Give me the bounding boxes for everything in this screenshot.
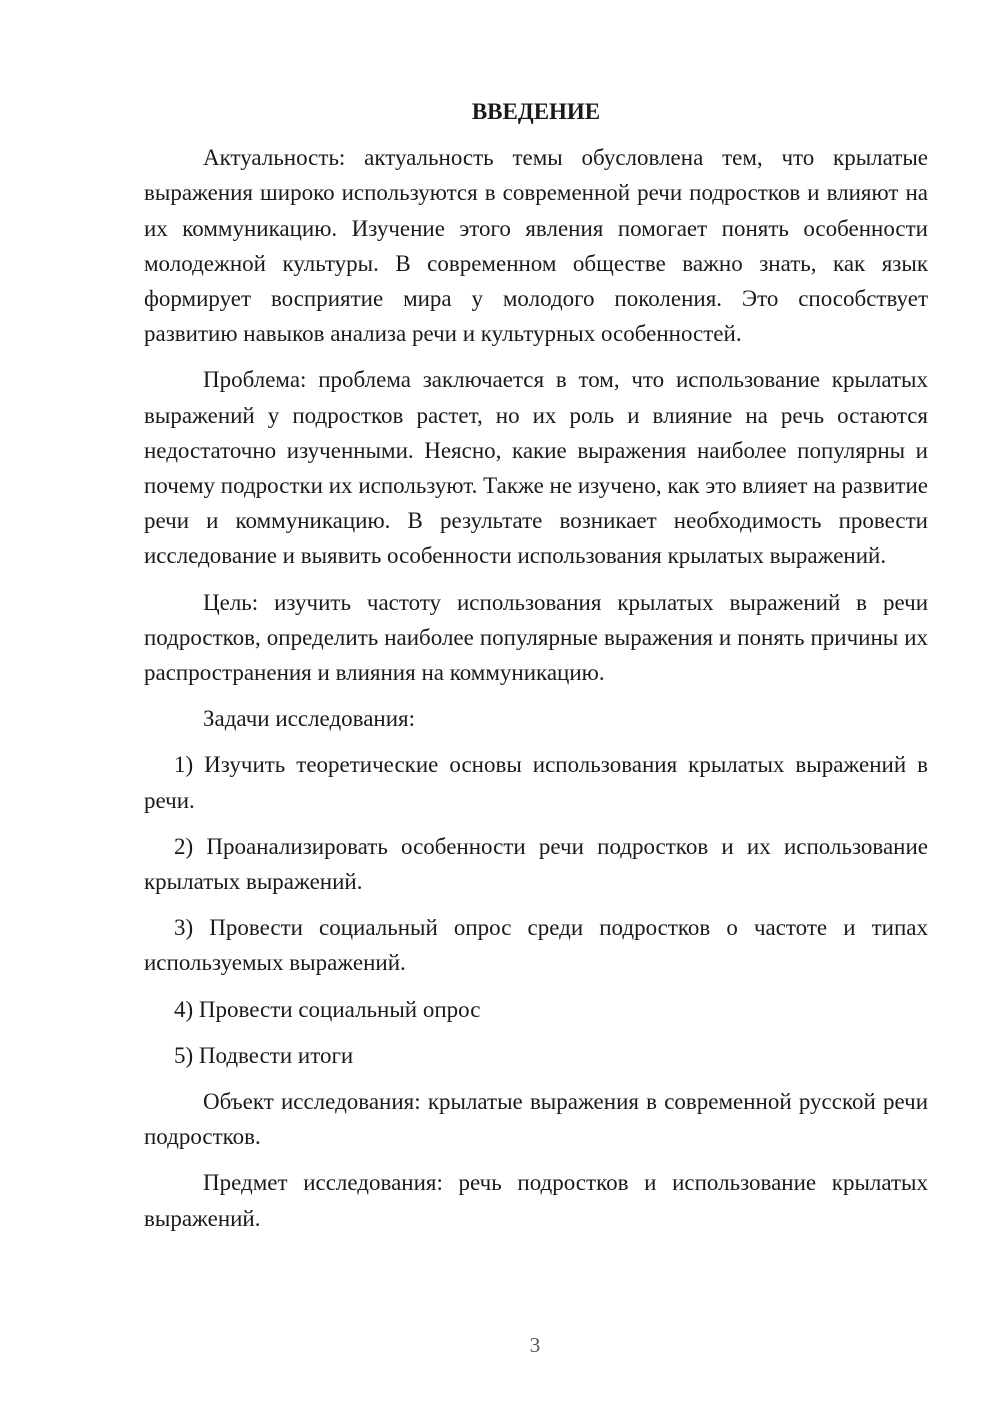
page-title: ВВЕДЕНИЕ (471, 99, 601, 124)
relevance-paragraph: Актуальность: актуальность темы обусловлена тем, что крылатые выражения широко используются в современной речи подростков и влияют на их коммуникацию. Изучение этого явления помогает понять особенности молодежной культуры. В современном обществе важно знать, как язык формирует восприятие мира у молодого поколения. Это способствует развитию навыков анализа речи и культурных особенностей. (144, 145, 928, 347)
task-item-3: 3) Провести социальный опрос среди подростков о частоте и типах используемых выражений. (144, 915, 928, 976)
page-number: 3 (529, 1333, 541, 1357)
document-body (144, 94, 928, 1247)
task-item-4: 4) Провести социальный опрос (174, 996, 481, 1022)
problem-paragraph: Проблема: проблема заключается в том, что использование крылатых выражений у подростков растет, но их роль и влияние на речь остаются недостаточно изученными. Неясно, какие выражения наиболее популярны и почему подростки их используют. Также не изучено, как это влияет на развитие речи и коммуникацию. В результате возникает необходимость провести исследование и выявить особенности использования крылатых выражений. (144, 367, 928, 569)
task-item-1: 1) Изучить теоретические основы использования крылатых выражений в речи. (144, 752, 928, 813)
task-item-2: 2) Проанализировать особенности речи подростков и их использование крылатых выражений. (144, 833, 928, 895)
goal-paragraph: Цель: изучить частоту использования крылатых выражений в речи подростков, определить наиболее популярные выражения и понять причины их распространения и влияния на коммуникацию. (144, 589, 928, 686)
task-item-5: 5) Подвести итоги (174, 1042, 354, 1068)
tasks-heading: Задачи исследования: (203, 706, 416, 732)
object-paragraph: Объект исследования: крылатые выражения в современной русской речи подростков. (144, 1089, 928, 1150)
subject-paragraph: Предмет исследования: речь подростков и использование крылатых выражений. (144, 1170, 928, 1231)
